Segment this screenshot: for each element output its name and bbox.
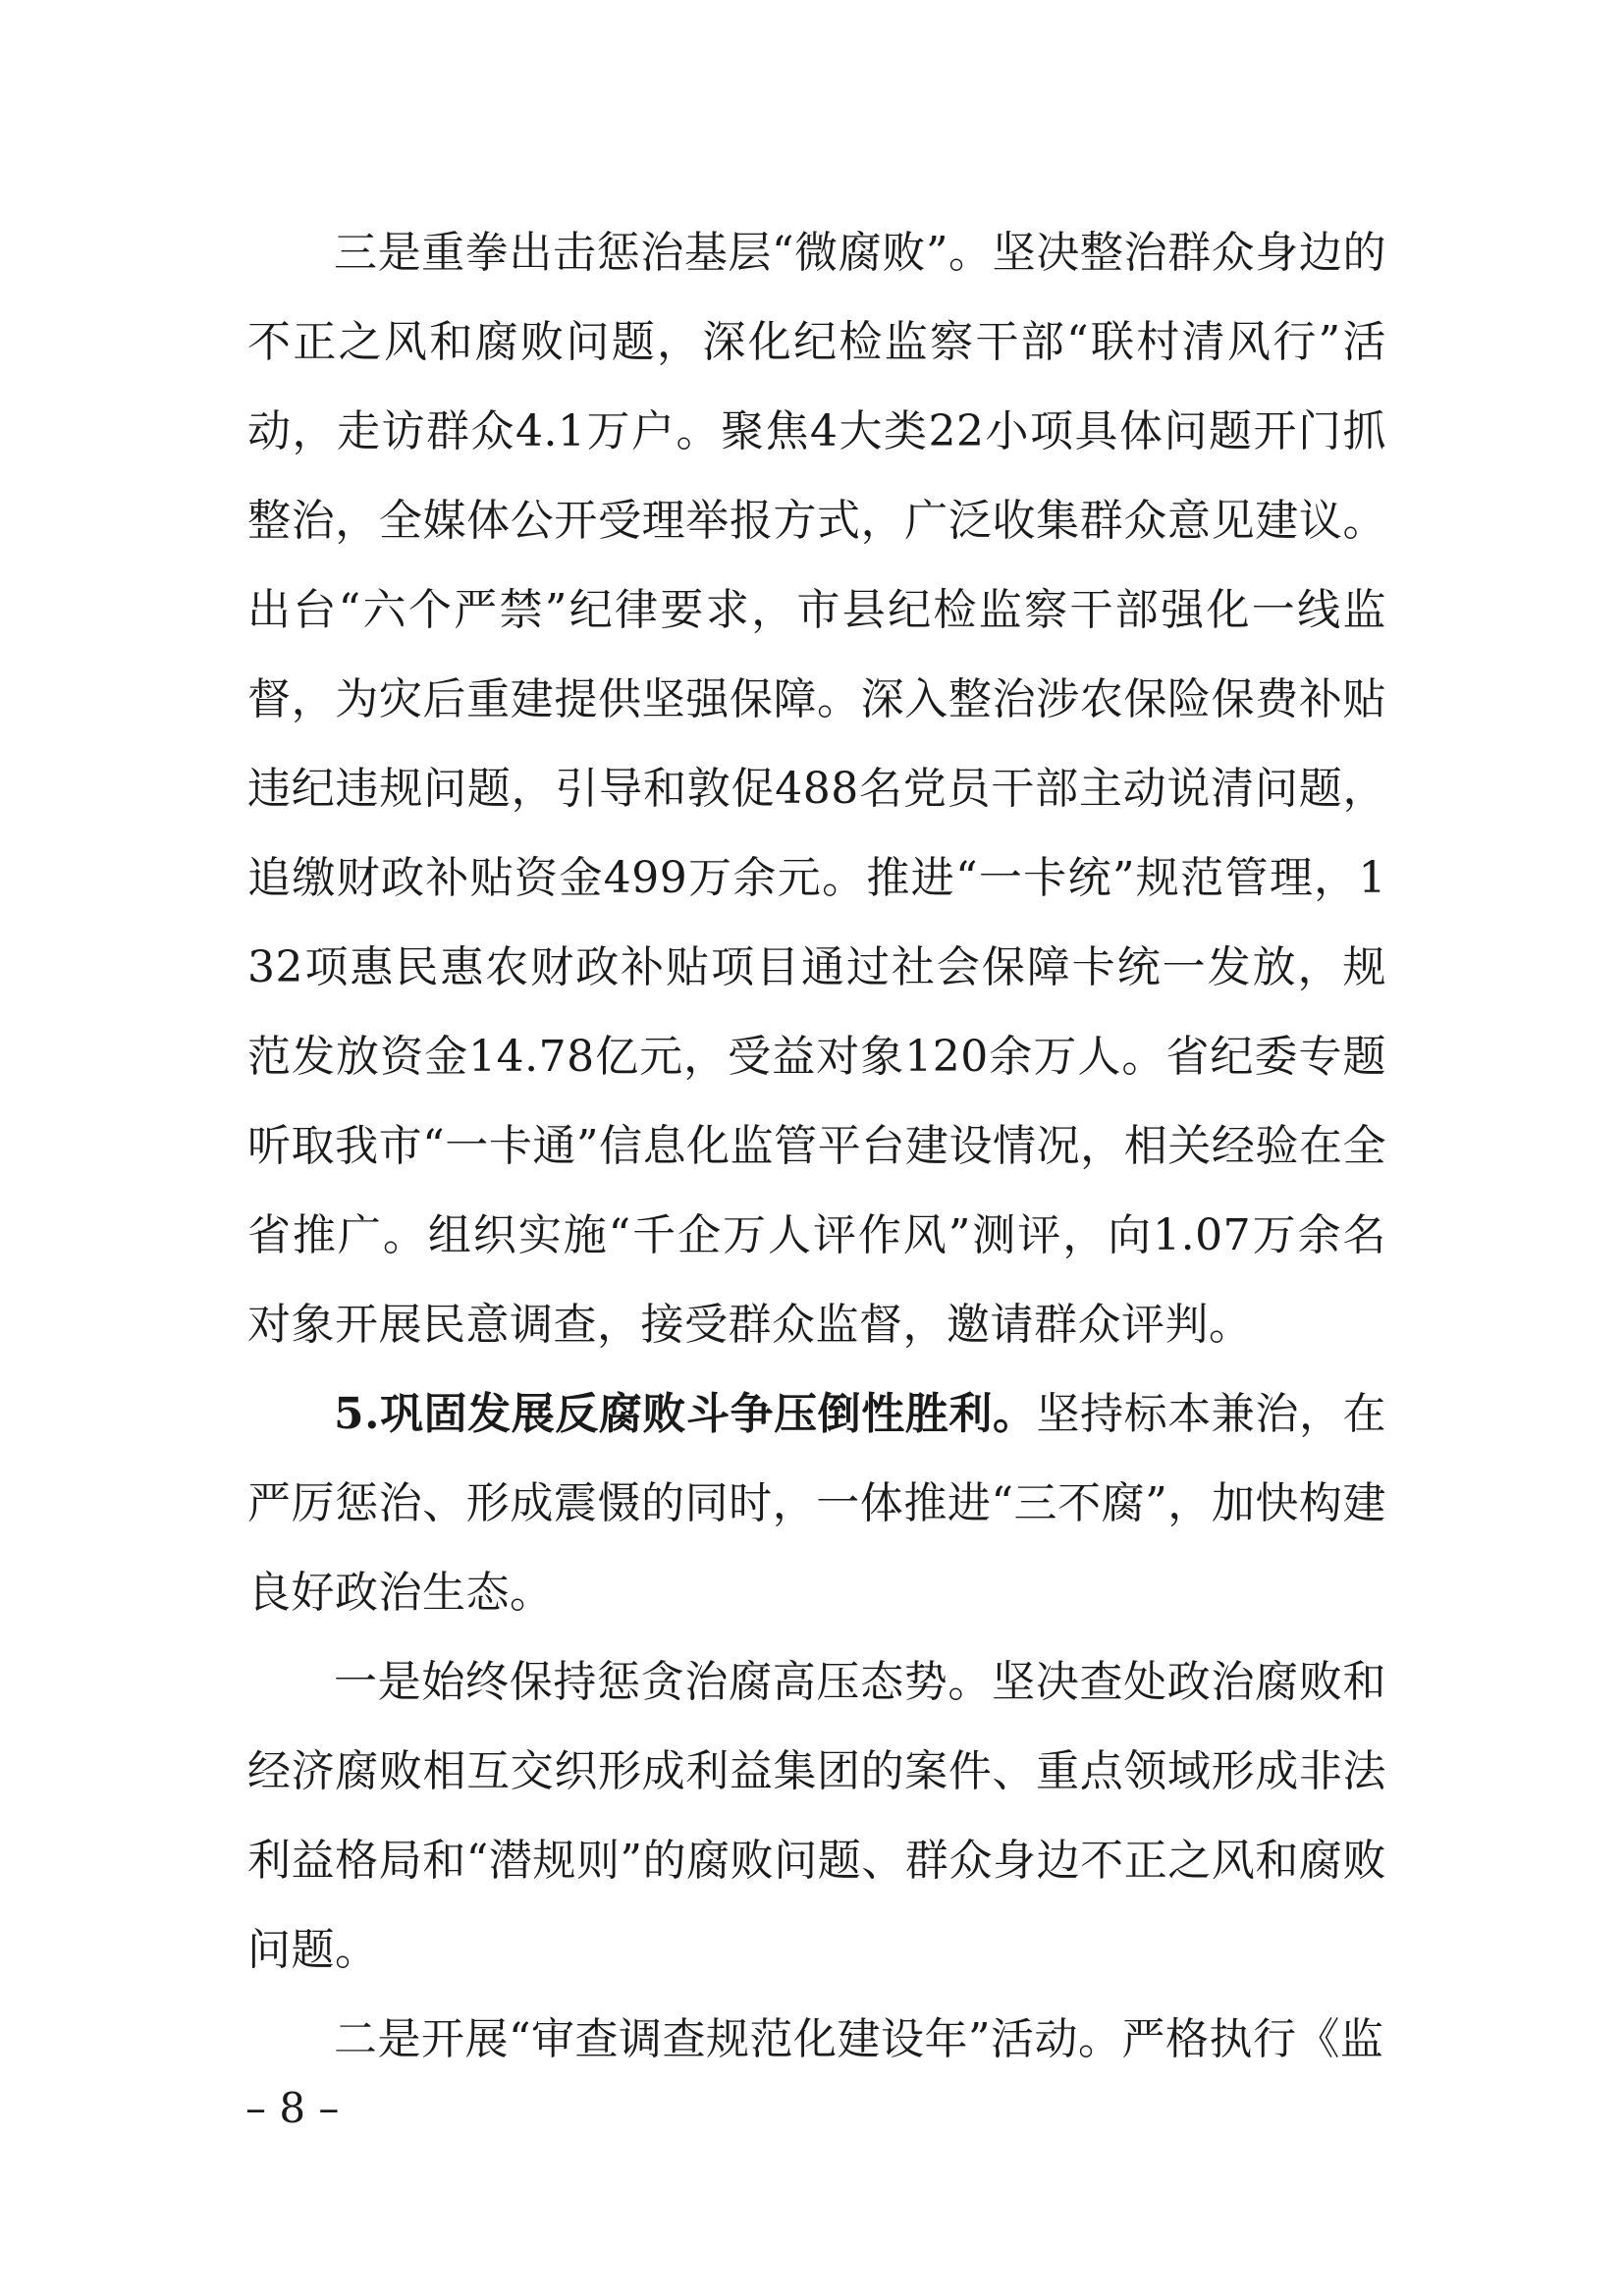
paragraph-text: 一是始终保持惩贪治腐高压态势。坚决查处政治腐败和经济腐败相互交织形成利益集团的案件、重点领域形成非法利益格局和“潜规则”的腐败问题、群众身边不正之风和腐败问题。 bbox=[247, 1657, 1386, 1975]
paragraph-anti-corruption-victory bbox=[247, 1369, 1386, 1637]
page-number: – 8 – bbox=[245, 2084, 340, 2132]
paragraph-text: 坚持标本兼治，在严厉惩治、形成震慑的同时，一体推进“三不腐”，加快构建良好政治生态。 bbox=[247, 1389, 1387, 1618]
paragraph-standardization-year bbox=[247, 1995, 1386, 2084]
paragraph-micro-corruption bbox=[247, 208, 1386, 1369]
paragraph-text: 三是重拳出击惩治基层“微腐败”。坚决整治群众身边的不正之风和腐败问题，深化纪检监察干部“联村清风行”活动，走访群众4.1万户。聚焦4大类22小项具体问题开门抓整治，全媒体公开受理举报方式，广泛收集群众意见建议。出台“六个严禁”纪律要求，市县纪检监察干部强化一线监督，为灾后重建提供坚强保障。深入整治涉农保险保费补贴违纪违规问题，引导和敦促488名党员干部主动说清问题，追缴财政补贴资金499万余元。推进“一卡统”规范管理，132项惠民惠农财政补贴项目通过社会保障卡统一发放，规范发放资金14.78亿元，受益对象120余万人。省纪委专题听取我市“一卡通”信息化监管平台建设情况，相关经验在全省推广。组织实施“千企万人评作风”测评，向1.07万余名对象开展民意调查，接受群众监督，邀请群众评判。 bbox=[247, 228, 1386, 1350]
body-text bbox=[247, 208, 1386, 2084]
section-heading: 5.巩固发展反腐败斗争压倒性胜利。 bbox=[334, 1389, 1037, 1439]
paragraph-high-pressure bbox=[247, 1637, 1386, 1995]
paragraph-text: 二是开展“审查调查规范化建设年”活动。严格执行《监 bbox=[334, 2014, 1384, 2064]
